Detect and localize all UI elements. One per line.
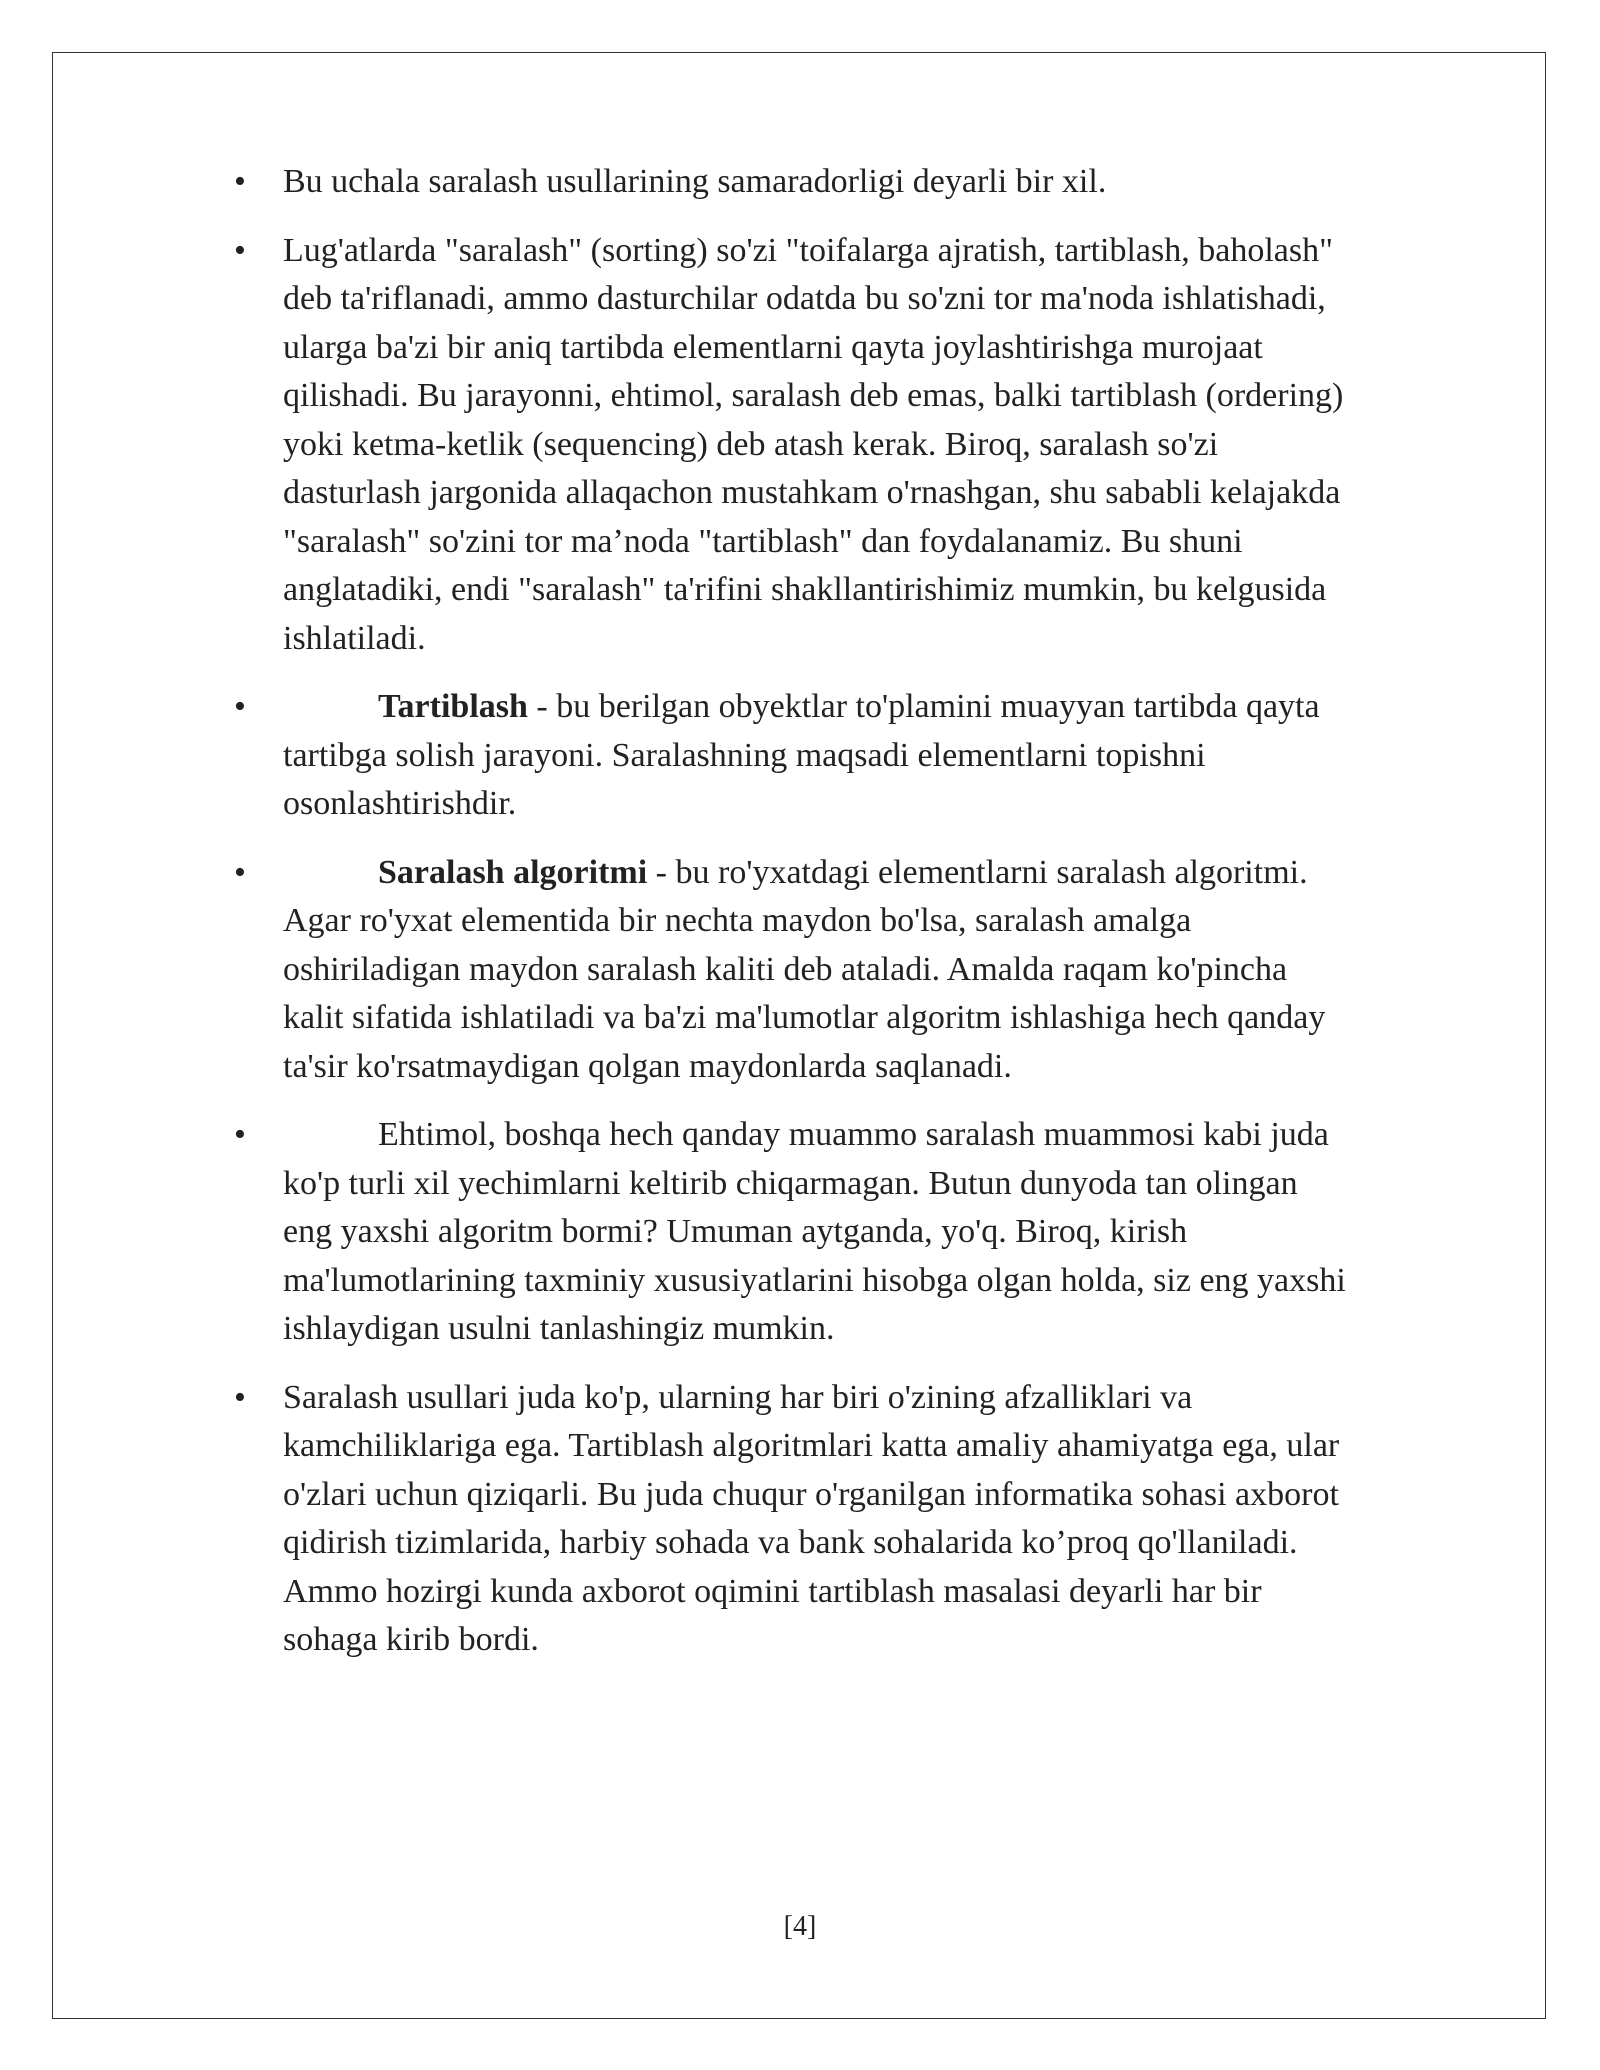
paragraph-text: - bu berilgan obyektlar to'plamini muayyan tartibda qayta tartibga solish jarayoni. Saralashning maqsadi elementlarni topishni osonlashtirishdir. <box>283 688 1320 822</box>
list-item <box>228 683 1348 829</box>
bullet-icon: • <box>234 231 246 269</box>
list-item <box>228 227 1348 664</box>
bullet-icon: • <box>234 1378 246 1416</box>
paragraph-text: Saralash usullari juda ko'p, ularning har biri o'zining afzalliklari va kamchiliklariga ega. Tartiblash algoritmlari katta amaliy ahamiyatga ega, ular o'zlari uchun qiziqarli. Bu juda chuqur o'rganilgan informatika sohasi axborot qidirish tizimlarida, harbiy sohada va bank sohalarida ko’proq qo'llaniladi. Ammo hozirgi kunda axborot oqimini tartiblash masalasi deyarli har bir sohaga kirib bordi. <box>283 1378 1340 1658</box>
bullet-icon: • <box>234 853 246 891</box>
list-item <box>228 849 1348 1092</box>
term-tartiblash: Tartiblash <box>378 688 528 725</box>
paragraph-text: Ehtimol, boshqa hech qanday muammo saralash muammosi kabi juda ko'p turli xil yechimlarni keltirib chiqarmagan. Butun dunyoda tan olingan eng yaxshi algoritm bormi? Umuman aytganda, yo'q. Biroq, kirish ma'lumotlarining taxminiy xususiyatlarini hisobga olgan holda, siz eng yaxshi ishlaydigan usulni tanlashingiz mumkin. <box>283 1116 1346 1347</box>
bullet-list <box>228 158 1348 1685</box>
paragraph-text: Lug'atlarda "saralash" (sorting) so'zi "toifalarga ajratish, tartiblash, baholash" deb ta'riflanadi, ammo dasturchilar odatda bu so'zni tor ma'noda ishlatishadi, ularga ba'zi bir aniq tartibda elementlarni qayta joylashtirishga murojaat qilishadi. Bu jarayonni, ehtimol, saralash deb emas, balki tartiblash (ordering) yoki ketma-ketlik (sequencing) deb atash kerak. Biroq, saralash so'zi dasturlash jargonida allaqachon mustahkam o'rnashgan, shu sababli kelajakda "saralash" so'zini tor ma’noda "tartiblash" dan foydalanamiz. Bu shuni anglatadiki, endi "saralash" ta'rifini shakllantirishimiz mumkin, bu kelgusida ishlatiladi. <box>283 231 1344 657</box>
paragraph-text: Bu uchala saralash usullarining samaradorligi deyarli bir xil. <box>283 163 1107 200</box>
list-item <box>228 1374 1348 1665</box>
list-item <box>228 158 1348 207</box>
term-saralash-algoritmi: Saralash algoritmi <box>378 853 648 891</box>
bullet-icon: • <box>234 688 246 725</box>
page-number: [4] <box>783 1911 817 1942</box>
paragraph-text: - bu ro'yxatdagi elementlarni saralash algoritmi. Agar ro'yxat elementida bir nechta maydon bo'lsa, saralash amalga oshiriladigan maydon saralash kaliti deb ataladi. Amalda raqam ko'pincha kalit sifatida ishlatiladi va ba'zi ma'lumotlar algoritm ishlashiga hech qanday ta'sir ko'rsatmaydigan qolgan maydonlarda saqlanadi. <box>283 853 1326 1085</box>
bullet-icon: • <box>234 163 246 200</box>
bullet-icon: • <box>234 1116 246 1153</box>
list-item <box>228 1111 1348 1354</box>
